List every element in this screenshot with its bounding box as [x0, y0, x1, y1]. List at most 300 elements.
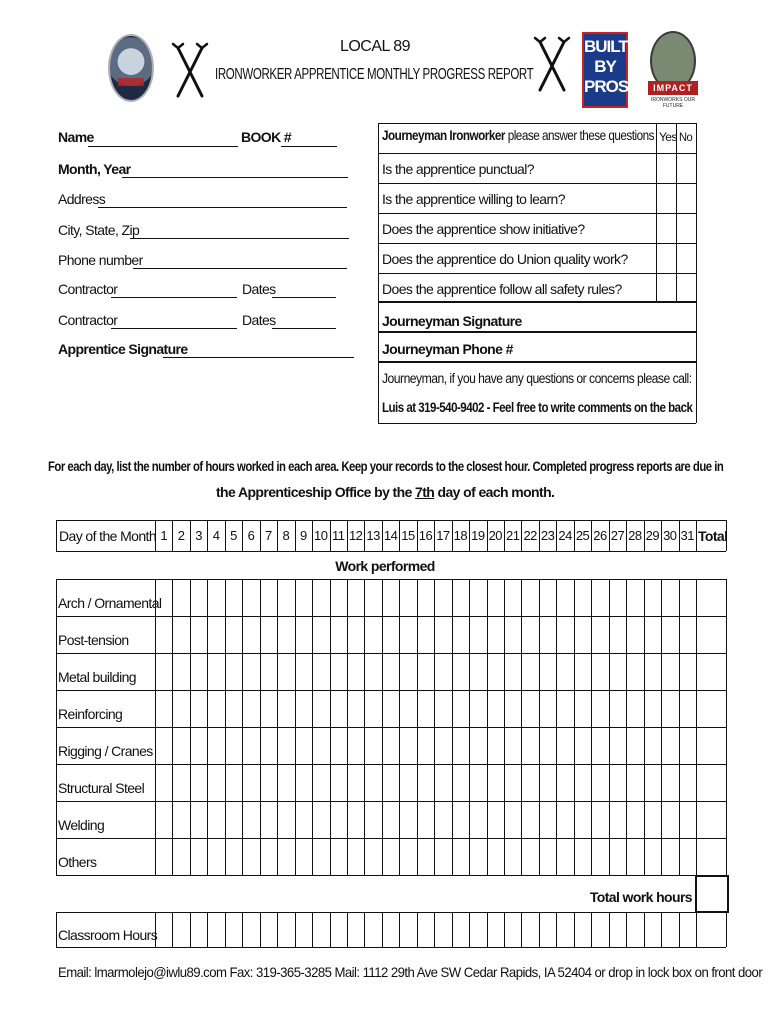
hours-cell[interactable]	[243, 691, 258, 726]
hours-cell[interactable]	[173, 580, 188, 615]
hours-cell[interactable]	[470, 580, 485, 615]
hours-cell[interactable]	[348, 691, 363, 726]
hours-cell[interactable]	[296, 654, 311, 689]
hours-cell[interactable]	[278, 728, 293, 763]
row-total-cell[interactable]	[697, 765, 725, 800]
hours-cell[interactable]	[522, 728, 537, 763]
hours-cell[interactable]	[680, 617, 695, 652]
hours-cell[interactable]	[610, 765, 625, 800]
hours-cell[interactable]	[226, 802, 241, 837]
classroom-hours-cell[interactable]	[191, 913, 206, 946]
grid-column-divider	[190, 579, 191, 875]
hours-cell[interactable]	[331, 580, 346, 615]
hours-cell[interactable]	[278, 580, 293, 615]
hours-cell[interactable]	[365, 654, 380, 689]
hours-cell[interactable]	[348, 802, 363, 837]
hours-cell[interactable]	[662, 839, 677, 874]
row-total-cell[interactable]	[697, 617, 725, 652]
hours-cell[interactable]	[505, 580, 520, 615]
hours-cell[interactable]	[662, 802, 677, 837]
hours-cell[interactable]	[418, 728, 433, 763]
hours-cell[interactable]	[418, 802, 433, 837]
hours-cell[interactable]	[243, 802, 258, 837]
hours-cell[interactable]	[575, 839, 590, 874]
hours-cell[interactable]	[680, 654, 695, 689]
hours-cell[interactable]	[627, 654, 642, 689]
hours-cell[interactable]	[645, 802, 660, 837]
hours-cell[interactable]	[383, 728, 398, 763]
hours-cell[interactable]	[627, 617, 642, 652]
hours-cell[interactable]	[226, 580, 241, 615]
hours-cell[interactable]	[592, 580, 607, 615]
classroom-hours-cell[interactable]	[418, 913, 433, 946]
hours-cell[interactable]	[435, 765, 450, 800]
hours-cell[interactable]	[627, 839, 642, 874]
hours-cell[interactable]	[156, 839, 171, 874]
hours-cell[interactable]	[557, 580, 572, 615]
hours-cell[interactable]	[348, 839, 363, 874]
hours-cell[interactable]	[313, 691, 328, 726]
hours-cell[interactable]	[313, 839, 328, 874]
classroom-hours-cell[interactable]	[680, 913, 695, 946]
hours-cell[interactable]	[680, 728, 695, 763]
hours-cell[interactable]	[540, 728, 555, 763]
hours-cell[interactable]	[208, 728, 223, 763]
classroom-hours-cell[interactable]	[645, 913, 660, 946]
hours-cell[interactable]	[610, 654, 625, 689]
hours-cell[interactable]	[365, 691, 380, 726]
hours-cell[interactable]	[645, 728, 660, 763]
hours-cell[interactable]	[470, 617, 485, 652]
hours-cell[interactable]	[453, 617, 468, 652]
hours-cell[interactable]	[261, 802, 276, 837]
hours-cell[interactable]	[261, 765, 276, 800]
hours-cell[interactable]	[296, 802, 311, 837]
grid-column-divider	[260, 579, 261, 875]
yes-column-label: Yes	[659, 130, 677, 144]
hours-cell[interactable]	[296, 839, 311, 874]
hours-cell[interactable]	[662, 728, 677, 763]
hours-cell[interactable]	[645, 691, 660, 726]
day-number: 20	[488, 528, 503, 543]
hours-cell[interactable]	[400, 839, 415, 874]
hours-cell[interactable]	[243, 728, 258, 763]
hours-cell[interactable]	[226, 654, 241, 689]
classroom-hours-cell[interactable]	[243, 913, 258, 946]
hours-cell[interactable]	[191, 802, 206, 837]
hours-cell[interactable]	[156, 580, 171, 615]
hours-cell[interactable]	[540, 765, 555, 800]
hours-cell[interactable]	[592, 839, 607, 874]
hours-cell[interactable]	[173, 691, 188, 726]
hours-cell[interactable]	[313, 728, 328, 763]
hours-cell[interactable]	[522, 802, 537, 837]
hours-cell[interactable]	[470, 802, 485, 837]
hours-cell[interactable]	[226, 839, 241, 874]
hours-cell[interactable]	[435, 691, 450, 726]
hours-cell[interactable]	[592, 617, 607, 652]
hours-cell[interactable]	[331, 617, 346, 652]
classroom-hours-cell[interactable]	[226, 913, 241, 946]
hours-cell[interactable]	[418, 765, 433, 800]
hours-cell[interactable]	[365, 580, 380, 615]
hours-cell[interactable]	[522, 654, 537, 689]
hours-cell[interactable]	[662, 691, 677, 726]
hours-cell[interactable]	[488, 839, 503, 874]
hours-cell[interactable]	[261, 617, 276, 652]
classroom-hours-cell[interactable]	[453, 913, 468, 946]
hours-cell[interactable]	[383, 839, 398, 874]
hours-cell[interactable]	[557, 654, 572, 689]
hours-cell[interactable]	[505, 765, 520, 800]
hours-cell[interactable]	[173, 802, 188, 837]
hours-cell[interactable]	[453, 728, 468, 763]
hours-cell[interactable]	[191, 839, 206, 874]
classroom-total-cell[interactable]	[697, 913, 725, 946]
hours-cell[interactable]	[278, 691, 293, 726]
hours-cell[interactable]	[243, 654, 258, 689]
hours-cell[interactable]	[365, 617, 380, 652]
hours-cell[interactable]	[261, 580, 276, 615]
hours-cell[interactable]	[383, 802, 398, 837]
hours-cell[interactable]	[575, 654, 590, 689]
hours-cell[interactable]	[278, 617, 293, 652]
hours-cell[interactable]	[156, 802, 171, 837]
row-total-cell[interactable]	[697, 691, 725, 726]
hours-cell[interactable]	[365, 839, 380, 874]
hours-cell[interactable]	[435, 839, 450, 874]
hours-cell[interactable]	[575, 617, 590, 652]
hours-cell[interactable]	[156, 765, 171, 800]
hours-cell[interactable]	[383, 765, 398, 800]
hours-cell[interactable]	[435, 654, 450, 689]
classroom-hours-cell[interactable]	[383, 913, 398, 946]
hours-cell[interactable]	[505, 691, 520, 726]
hours-cell[interactable]	[575, 728, 590, 763]
hours-cell[interactable]	[365, 802, 380, 837]
hours-cell[interactable]	[278, 765, 293, 800]
classroom-hours-cell[interactable]	[208, 913, 223, 946]
hours-cell[interactable]	[505, 617, 520, 652]
classroom-hours-cell[interactable]	[278, 913, 293, 946]
hours-cell[interactable]	[453, 654, 468, 689]
hours-cell[interactable]	[331, 728, 346, 763]
hours-cell[interactable]	[418, 691, 433, 726]
hours-cell[interactable]	[592, 765, 607, 800]
hours-cell[interactable]	[610, 728, 625, 763]
hours-cell[interactable]	[156, 617, 171, 652]
hours-cell[interactable]	[313, 765, 328, 800]
hours-cell[interactable]	[610, 839, 625, 874]
hours-cell[interactable]	[488, 765, 503, 800]
classroom-hours-cell[interactable]	[488, 913, 503, 946]
hours-cell[interactable]	[610, 617, 625, 652]
hours-cell[interactable]	[557, 802, 572, 837]
total-work-hours-cell[interactable]	[695, 875, 729, 913]
classroom-hours-cell[interactable]	[156, 913, 171, 946]
hours-cell[interactable]	[645, 839, 660, 874]
hours-cell[interactable]	[191, 580, 206, 615]
hours-cell[interactable]	[557, 617, 572, 652]
hours-cell[interactable]	[540, 617, 555, 652]
hours-cell[interactable]	[418, 617, 433, 652]
grid-column-divider	[207, 579, 208, 875]
hours-cell[interactable]	[278, 802, 293, 837]
hours-cell[interactable]	[505, 728, 520, 763]
hours-cell[interactable]	[592, 654, 607, 689]
hours-cell[interactable]	[156, 654, 171, 689]
hours-cell[interactable]	[348, 654, 363, 689]
hours-cell[interactable]	[331, 765, 346, 800]
hours-cell[interactable]	[418, 580, 433, 615]
hours-cell[interactable]	[365, 765, 380, 800]
hours-cell[interactable]	[208, 580, 223, 615]
book-label: BOOK #	[241, 129, 292, 145]
row-total-cell[interactable]	[697, 802, 725, 837]
hours-cell[interactable]	[173, 839, 188, 874]
hours-cell[interactable]	[435, 580, 450, 615]
grid-column-divider	[469, 579, 470, 875]
hours-cell[interactable]	[243, 617, 258, 652]
hours-cell[interactable]	[243, 839, 258, 874]
address-label: Address	[58, 191, 106, 207]
hours-cell[interactable]	[208, 839, 223, 874]
hours-cell[interactable]	[313, 802, 328, 837]
hours-cell[interactable]	[488, 617, 503, 652]
hours-cell[interactable]	[592, 691, 607, 726]
hours-cell[interactable]	[313, 617, 328, 652]
hours-cell[interactable]	[557, 728, 572, 763]
hours-cell[interactable]	[680, 691, 695, 726]
contact-phone-note: Luis at 319-540-9402 - Feel free to write comments on the back	[382, 400, 693, 415]
hours-cell[interactable]	[191, 691, 206, 726]
hours-cell[interactable]	[435, 728, 450, 763]
hours-cell[interactable]	[400, 580, 415, 615]
hours-cell[interactable]	[208, 617, 223, 652]
row-total-cell[interactable]	[697, 728, 725, 763]
hours-cell[interactable]	[662, 765, 677, 800]
hours-cell[interactable]	[470, 839, 485, 874]
hours-cell[interactable]	[453, 765, 468, 800]
hours-cell[interactable]	[488, 654, 503, 689]
hours-cell[interactable]	[575, 765, 590, 800]
hours-cell[interactable]	[575, 691, 590, 726]
hours-cell[interactable]	[226, 765, 241, 800]
hours-cell[interactable]	[383, 580, 398, 615]
hours-cell[interactable]	[680, 802, 695, 837]
hours-cell[interactable]	[488, 728, 503, 763]
hours-cell[interactable]	[592, 802, 607, 837]
classroom-hours-cell[interactable]	[610, 913, 625, 946]
hours-cell[interactable]	[453, 802, 468, 837]
hours-cell[interactable]	[296, 580, 311, 615]
hours-cell[interactable]	[680, 765, 695, 800]
hours-cell[interactable]	[522, 580, 537, 615]
hours-cell[interactable]	[296, 617, 311, 652]
hours-cell[interactable]	[173, 617, 188, 652]
hours-cell[interactable]	[400, 654, 415, 689]
classroom-hours-cell[interactable]	[505, 913, 520, 946]
hours-cell[interactable]	[331, 654, 346, 689]
hours-cell[interactable]	[296, 691, 311, 726]
hours-cell[interactable]	[662, 654, 677, 689]
classroom-hours-cell[interactable]	[470, 913, 485, 946]
classroom-hours-cell[interactable]	[261, 913, 276, 946]
hours-cell[interactable]	[383, 691, 398, 726]
hours-cell[interactable]	[627, 728, 642, 763]
hours-cell[interactable]	[540, 691, 555, 726]
classroom-hours-cell[interactable]	[435, 913, 450, 946]
hours-cell[interactable]	[453, 691, 468, 726]
hours-cell[interactable]	[645, 765, 660, 800]
hours-cell[interactable]	[645, 580, 660, 615]
hours-cell[interactable]	[331, 802, 346, 837]
hours-cell[interactable]	[348, 765, 363, 800]
classroom-hours-cell[interactable]	[557, 913, 572, 946]
hours-cell[interactable]	[435, 802, 450, 837]
hours-cell[interactable]	[522, 691, 537, 726]
hours-cell[interactable]	[348, 728, 363, 763]
hours-cell[interactable]	[418, 839, 433, 874]
hours-cell[interactable]	[191, 654, 206, 689]
hours-cell[interactable]	[226, 617, 241, 652]
hours-cell[interactable]	[296, 765, 311, 800]
hours-cell[interactable]	[540, 802, 555, 837]
hours-cell[interactable]	[208, 802, 223, 837]
hours-cell[interactable]	[348, 580, 363, 615]
hours-cell[interactable]	[173, 728, 188, 763]
hours-cell[interactable]	[557, 839, 572, 874]
hours-cell[interactable]	[540, 580, 555, 615]
hours-cell[interactable]	[331, 839, 346, 874]
hours-cell[interactable]	[261, 728, 276, 763]
hours-cell[interactable]	[383, 617, 398, 652]
hours-cell[interactable]	[488, 580, 503, 615]
hours-cell[interactable]	[662, 580, 677, 615]
hours-cell[interactable]	[261, 839, 276, 874]
hours-cell[interactable]	[645, 654, 660, 689]
hours-cell[interactable]	[435, 617, 450, 652]
hours-cell[interactable]	[627, 580, 642, 615]
hours-cell[interactable]	[453, 839, 468, 874]
hours-cell[interactable]	[365, 728, 380, 763]
hours-cell[interactable]	[331, 691, 346, 726]
classroom-hours-cell[interactable]	[662, 913, 677, 946]
hours-cell[interactable]	[470, 654, 485, 689]
hours-cell[interactable]	[173, 765, 188, 800]
hours-cell[interactable]	[505, 839, 520, 874]
classroom-hours-cell[interactable]	[313, 913, 328, 946]
classroom-hours-cell[interactable]	[331, 913, 346, 946]
hours-cell[interactable]	[610, 691, 625, 726]
hours-cell[interactable]	[453, 580, 468, 615]
hours-cell[interactable]	[383, 654, 398, 689]
hours-cell[interactable]	[488, 691, 503, 726]
hours-cell[interactable]	[400, 617, 415, 652]
classroom-hours-cell[interactable]	[627, 913, 642, 946]
hours-cell[interactable]	[627, 691, 642, 726]
row-total-cell[interactable]	[697, 580, 725, 615]
hours-cell[interactable]	[557, 691, 572, 726]
hours-cell[interactable]	[400, 691, 415, 726]
hours-cell[interactable]	[226, 728, 241, 763]
hours-cell[interactable]	[470, 728, 485, 763]
hours-cell[interactable]	[522, 765, 537, 800]
classroom-hours-cell[interactable]	[540, 913, 555, 946]
hours-cell[interactable]	[557, 765, 572, 800]
hours-cell[interactable]	[208, 691, 223, 726]
hours-cell[interactable]	[540, 654, 555, 689]
hours-cell[interactable]	[208, 765, 223, 800]
hours-cell[interactable]	[208, 654, 223, 689]
hours-cell[interactable]	[610, 802, 625, 837]
hours-cell[interactable]	[418, 654, 433, 689]
classroom-hours-cell[interactable]	[296, 913, 311, 946]
hours-cell[interactable]	[645, 617, 660, 652]
hours-cell[interactable]	[470, 765, 485, 800]
hours-cell[interactable]	[488, 802, 503, 837]
impact-logo-tagline: IRONWORKS OUR FUTURE	[651, 97, 695, 109]
hours-cell[interactable]	[662, 617, 677, 652]
hours-cell[interactable]	[296, 728, 311, 763]
hours-cell[interactable]	[575, 802, 590, 837]
hours-cell[interactable]	[191, 617, 206, 652]
classroom-hours-cell[interactable]	[348, 913, 363, 946]
hours-cell[interactable]	[243, 765, 258, 800]
row-total-cell[interactable]	[697, 839, 725, 874]
hours-cell[interactable]	[261, 654, 276, 689]
hours-cell[interactable]	[313, 654, 328, 689]
hours-cell[interactable]	[540, 839, 555, 874]
hours-cell[interactable]	[348, 617, 363, 652]
classroom-hours-cell[interactable]	[173, 913, 188, 946]
hours-cell[interactable]	[173, 654, 188, 689]
hours-cell[interactable]	[592, 728, 607, 763]
hours-cell[interactable]	[278, 654, 293, 689]
classroom-hours-cell[interactable]	[522, 913, 537, 946]
hours-cell[interactable]	[680, 839, 695, 874]
hours-cell[interactable]	[575, 580, 590, 615]
hours-cell[interactable]	[313, 580, 328, 615]
hours-cell[interactable]	[470, 691, 485, 726]
classroom-hours-cell[interactable]	[592, 913, 607, 946]
hours-cell[interactable]	[156, 728, 171, 763]
hours-cell[interactable]	[627, 802, 642, 837]
hours-cell[interactable]	[505, 654, 520, 689]
classroom-hours-cell[interactable]	[575, 913, 590, 946]
hours-cell[interactable]	[505, 802, 520, 837]
hours-cell[interactable]	[191, 728, 206, 763]
hours-cell[interactable]	[680, 580, 695, 615]
hours-cell[interactable]	[261, 691, 276, 726]
day-number: 14	[383, 528, 398, 543]
hours-cell[interactable]	[627, 765, 642, 800]
row-total-cell[interactable]	[697, 654, 725, 689]
hours-cell[interactable]	[156, 691, 171, 726]
hours-cell[interactable]	[226, 691, 241, 726]
hours-cell[interactable]	[400, 765, 415, 800]
classroom-hours-cell[interactable]	[400, 913, 415, 946]
hours-cell[interactable]	[400, 728, 415, 763]
hours-cell[interactable]	[278, 839, 293, 874]
hours-cell[interactable]	[610, 580, 625, 615]
hours-cell[interactable]	[522, 839, 537, 874]
hours-cell[interactable]	[400, 802, 415, 837]
hours-cell[interactable]	[191, 765, 206, 800]
hours-cell[interactable]	[522, 617, 537, 652]
classroom-hours-cell[interactable]	[365, 913, 380, 946]
hours-cell[interactable]	[243, 580, 258, 615]
